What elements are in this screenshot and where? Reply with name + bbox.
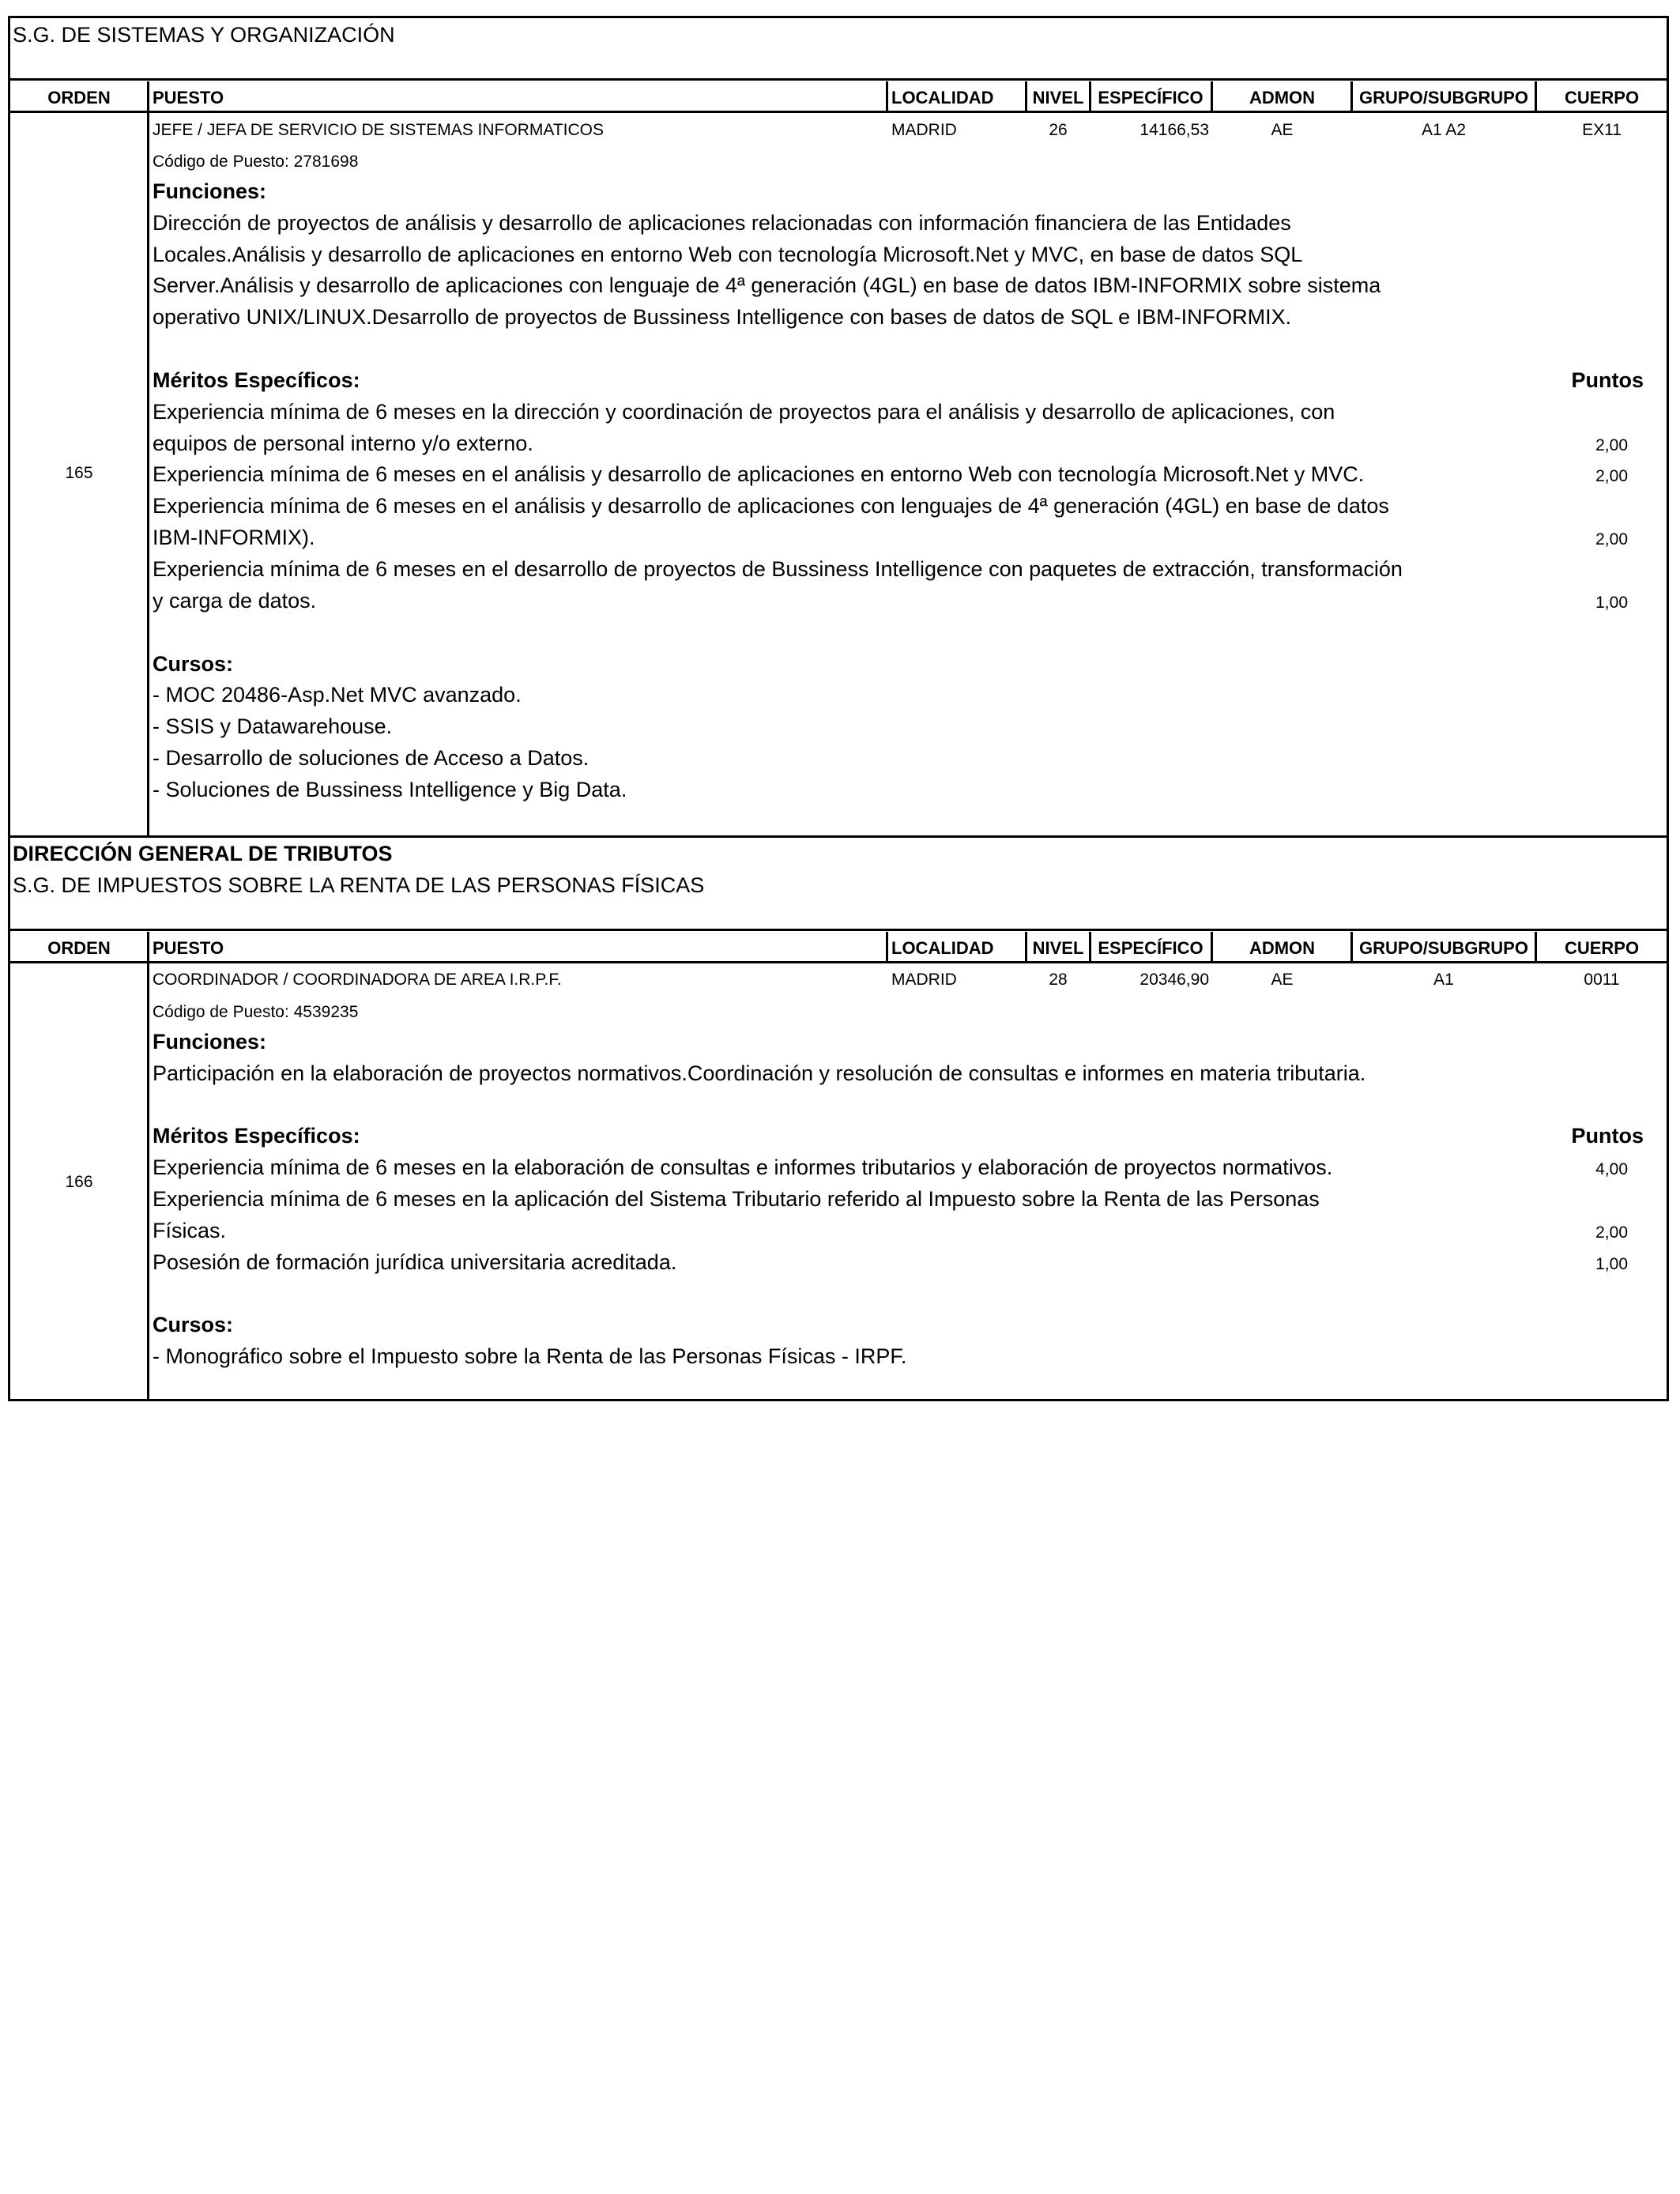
- divider: [147, 81, 149, 111]
- divider: [1089, 81, 1091, 111]
- col-header-especifico: ESPECÍFICO: [1098, 88, 1203, 107]
- col-header-localidad: LOCALIDAD: [891, 88, 994, 107]
- cursos-heading: Cursos:: [153, 652, 234, 676]
- curso-item: - Desarrollo de soluciones de Acceso a Datos.: [153, 746, 590, 770]
- divider: [8, 111, 1669, 113]
- divider: [8, 929, 1669, 931]
- funciones-line: Locales.Análisis y desarrollo de aplicaciones en entorno Web con tecnología Microsoft.Net y MVC, en base de datos SQL: [153, 243, 1303, 266]
- puesto-name: JEFE / JEFA DE SERVICIO DE SISTEMAS INFORMATICOS: [153, 121, 604, 139]
- puntos-heading: Puntos: [1571, 368, 1644, 392]
- divider: [1089, 932, 1091, 962]
- puntos-value: 1,00: [1595, 1255, 1628, 1273]
- col-header-grupo: GRUPO/SUBGRUPO: [1359, 88, 1528, 107]
- col-header-puesto: PUESTO: [153, 88, 224, 107]
- localidad-value: MADRID: [891, 121, 957, 139]
- grupo-value: A1 A2: [1421, 121, 1467, 139]
- cuerpo-value: 0011: [1584, 971, 1620, 989]
- divider: [1211, 932, 1213, 962]
- divider: [1211, 81, 1213, 111]
- divider: [886, 932, 888, 962]
- curso-item: - Soluciones de Bussiness Intelligence y Big Data.: [153, 778, 627, 801]
- puntos-value: 2,00: [1595, 1223, 1628, 1242]
- puntos-value: 2,00: [1595, 467, 1628, 485]
- divider: [1025, 81, 1027, 111]
- admon-value: AE: [1271, 971, 1294, 989]
- cursos-heading: Cursos:: [153, 1313, 234, 1336]
- col-header-localidad: LOCALIDAD: [891, 938, 994, 958]
- merito-line: Físicas.: [153, 1219, 227, 1242]
- localidad-value: MADRID: [891, 971, 957, 989]
- meritos-heading: Méritos Específicos:: [153, 368, 360, 392]
- divider: [8, 961, 1669, 963]
- col-header-puesto: PUESTO: [153, 938, 224, 958]
- cuerpo-value: EX11: [1582, 121, 1622, 139]
- col-header-especifico: ESPECÍFICO: [1098, 938, 1203, 958]
- col-header-cuerpo: CUERPO: [1564, 88, 1640, 107]
- col-header-admon: ADMON: [1249, 938, 1316, 958]
- org-unit-title: S.G. DE IMPUESTOS SOBRE LA RENTA DE LAS PERSONAS FÍSICAS: [13, 873, 705, 897]
- divider: [1350, 932, 1353, 962]
- funciones-line: operativo UNIX/LINUX.Desarrollo de proyectos de Bussiness Intelligence con bases de datos de SQL e IBM-INFORMIX.: [153, 305, 1292, 329]
- meritos-heading: Méritos Específicos:: [153, 1124, 360, 1148]
- merito-line: Experiencia mínima de 6 meses en el desarrollo de proyectos de Bussiness Intelligence con paquetes de extracción, transformación: [153, 557, 1403, 581]
- codigo-puesto: Código de Puesto: 4539235: [153, 1003, 359, 1021]
- grupo-value: A1: [1433, 971, 1454, 989]
- merito-line: Experiencia mínima de 6 meses en la dirección y coordinación de proyectos para el análisis y desarrollo de aplicaciones, con: [153, 400, 1335, 424]
- col-header-nivel: NIVEL: [1032, 88, 1084, 107]
- divider: [8, 835, 1669, 838]
- orden-number: 165: [65, 464, 93, 482]
- especifico-value: 20346,90: [1139, 971, 1209, 989]
- col-header-orden: ORDEN: [47, 938, 111, 958]
- merito-line: equipos de personal interno y/o externo.: [153, 432, 533, 455]
- funciones-heading: Funciones:: [153, 179, 267, 203]
- merito-line: y carga de datos.: [153, 589, 317, 613]
- funciones-line: Server.Análisis y desarrollo de aplicaciones con lenguaje de 4ª generación (4GL) en base de datos IBM-INFORMIX sobre sistema: [153, 273, 1381, 297]
- merito-line: IBM-INFORMIX).: [153, 526, 315, 549]
- nivel-value: 26: [1049, 121, 1068, 139]
- divider: [1535, 81, 1537, 111]
- divider: [886, 81, 888, 111]
- org-unit-title: S.G. DE SISTEMAS Y ORGANIZACIÓN: [13, 23, 395, 47]
- orden-number: 166: [65, 1173, 93, 1191]
- divider: [1535, 932, 1537, 962]
- merito-line: Experiencia mínima de 6 meses en el análisis y desarrollo de aplicaciones con lenguajes de 4ª generación (4GL) en base de datos: [153, 494, 1389, 518]
- merito-line: Posesión de formación jurídica universitaria acreditada.: [153, 1250, 677, 1274]
- col-header-orden: ORDEN: [47, 88, 111, 107]
- admon-value: AE: [1271, 121, 1294, 139]
- merito-line: Experiencia mínima de 6 meses en la elaboración de consultas e informes tributarios y elaboración de proyectos normativos.: [153, 1155, 1333, 1179]
- divider: [1025, 932, 1027, 962]
- merito-line: Experiencia mínima de 6 meses en la aplicación del Sistema Tributario referido al Impuesto sobre la Renta de las Personas: [153, 1187, 1320, 1211]
- funciones-heading: Funciones:: [153, 1030, 267, 1054]
- col-header-cuerpo: CUERPO: [1564, 938, 1640, 958]
- nivel-value: 28: [1049, 971, 1068, 989]
- col-header-nivel: NIVEL: [1032, 938, 1084, 958]
- divider: [8, 78, 1669, 81]
- curso-item: - MOC 20486-Asp.Net MVC avanzado.: [153, 683, 522, 707]
- codigo-puesto: Código de Puesto: 2781698: [153, 153, 359, 171]
- puntos-value: 1,00: [1595, 594, 1628, 612]
- org-directorate-title: DIRECCIÓN GENERAL DE TRIBUTOS: [13, 842, 393, 865]
- divider: [147, 932, 149, 962]
- funciones-line: Dirección de proyectos de análisis y desarrollo de aplicaciones relacionadas con información financiera de las Entidades: [153, 211, 1291, 235]
- puntos-heading: Puntos: [1571, 1124, 1644, 1148]
- puntos-value: 2,00: [1595, 530, 1628, 548]
- col-header-grupo: GRUPO/SUBGRUPO: [1359, 938, 1528, 958]
- merito-line: Experiencia mínima de 6 meses en el análisis y desarrollo de aplicaciones en entorno Web con tecnología Microsoft.Net y MVC.: [153, 462, 1365, 486]
- divider: [1350, 81, 1353, 111]
- curso-item: - SSIS y Datawarehouse.: [153, 714, 393, 738]
- puesto-name: COORDINADOR / COORDINADORA DE AREA I.R.P.F.: [153, 971, 562, 989]
- puntos-value: 2,00: [1595, 436, 1628, 454]
- col-header-admon: ADMON: [1249, 88, 1316, 107]
- curso-item: - Monográfico sobre el Impuesto sobre la Renta de las Personas Físicas - IRPF.: [153, 1344, 907, 1368]
- funciones-line: Participación en la elaboración de proyectos normativos.Coordinación y resolución de consultas e informes en materia tributaria.: [153, 1061, 1366, 1085]
- especifico-value: 14166,53: [1139, 121, 1209, 139]
- puntos-value: 4,00: [1595, 1160, 1628, 1178]
